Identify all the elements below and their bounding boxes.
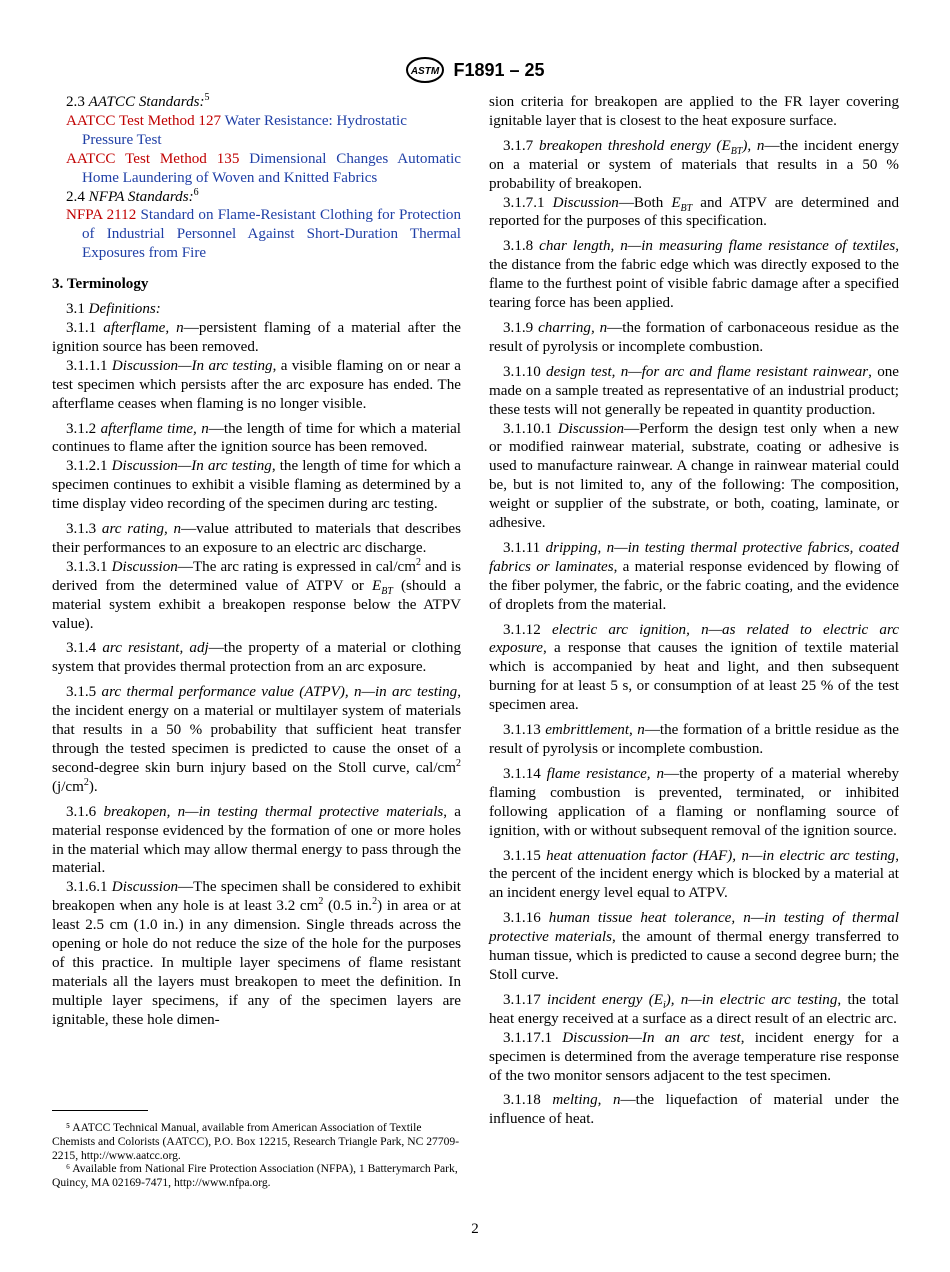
definition-text: —the incident energy on a material or system of materials that results in a 50 % probability of breakopen. [489, 137, 899, 192]
defined-term: dripping, n—in testing thermal protective fabrics, coated fabrics or laminates [489, 539, 899, 575]
paragraph-number: 3.1.9 [503, 319, 534, 336]
defined-term: char length, n—in measuring flame resistance of textiles [539, 238, 896, 255]
paragraph-number: 3.1.15 [503, 847, 541, 864]
definition-text: —the property of a material or clothing system that provides thermal protection from an arc exposure. [52, 640, 461, 676]
paragraph-number: 3.1.16 [503, 910, 541, 927]
superscript: 2 [318, 896, 324, 908]
defined-term: arc thermal performance value (ATPV), n—in arc testing [101, 684, 458, 701]
definition-text: —the length of time for which a material continues to flame after the ignition source has been removed. [52, 420, 461, 456]
reference-title-link[interactable]: Water Resistance: Hydrostatic Pressure Test [82, 112, 407, 148]
discussion-label: Discussion [111, 558, 178, 575]
discussion-text: (should a material system exhibit a breakopen response below the ATPV value). [52, 577, 461, 632]
paragraph-number: 3.1.14 [503, 765, 541, 782]
subscript: BT [730, 145, 743, 157]
defined-term: flame resistance, n [546, 765, 665, 782]
svg-text:ASTM: ASTM [411, 66, 440, 77]
symbol: E [371, 577, 382, 594]
defined-term: breakopen, n—in testing thermal protective materials [103, 803, 444, 820]
defined-term: ), n—in electric arc testing [665, 991, 838, 1008]
discussion-text: , a visible flaming on or near a test specimen which persists after the arc exposure has ended. The afterflame ceases when flaming is no longer visible. [52, 357, 461, 412]
defined-term: arc resistant, adj [102, 640, 209, 657]
reference-title-link[interactable]: Dimensional Changes Automatic Home Laundering of Woven and Knitted Fabrics [82, 150, 461, 186]
defined-term: heat attenuation factor (HAF), n—in electric arc testing [546, 847, 896, 864]
defined-term: electric arc ignition, n—as related to electric arc exposure [489, 621, 899, 657]
discussion-text: , the length of time for which a specimen continues to exhibit a visible flaming as determined by a time display video recording of the specimen during arc testing. [52, 458, 461, 513]
definition-text: —persistent flaming of a material after the ignition source has been removed. [52, 319, 461, 355]
definition-text: , one made on a sample treated as representative of an industrial product; these tests will not generally be repeated in quantity production. [489, 363, 900, 418]
paragraph-number: 3.1.13 [503, 722, 541, 739]
definition-text: , the incident energy on a material or multilayer system of materials that results in a 50 % probability that sufficient heat transfer through the tested specimen is predicted to cause the onset of a second-degree skin burn injury based on the Stoll curve, cal/cm [52, 684, 461, 776]
paragraph-number: 3.1.6.1 [66, 879, 108, 896]
definition-text: —the formation of carbonaceous residue as the result of pyrolysis or incomplete combustion. [489, 319, 900, 355]
definition-text: , the total heat energy received at a surface as a direct result of an electric arc. [489, 991, 899, 1027]
defined-term: design test, n—for arc and flame resistant rainwear [546, 363, 869, 380]
discussion-text: —The specimen shall be considered to exhibit breakopen when any hole is at least 3.2 cm [52, 879, 462, 915]
paragraph-number: 3.1.7 [503, 137, 534, 154]
discussion-text: and is derived from the determined value of ATPV or [52, 558, 461, 594]
defined-term: afterflame time, n [100, 420, 209, 437]
section-number: 2.4 [66, 188, 85, 205]
footnote-divider [52, 1110, 148, 1111]
reference-title-link[interactable]: Standard on Flame-Resistant Clothing for Protection of Industrial Personnel Against Short-Duration Thermal Exposures from Fire [82, 207, 462, 262]
defined-term: human tissue heat tolerance, n—in testing of thermal protective materials [489, 910, 899, 946]
page-number: 2 [471, 1221, 479, 1237]
paragraph-number: 3.1.5 [66, 684, 97, 701]
paragraph-number: 3.1.18 [503, 1092, 541, 1109]
discussion-label: Discussion [557, 420, 625, 437]
paragraph-number: 3.1 [66, 301, 85, 318]
definition-text: ). [88, 778, 98, 795]
paragraph-number: 3.1.7.1 [503, 194, 545, 211]
discussion-text: —Both [618, 194, 672, 211]
discussion-text: , incident energy for a specimen is determined from the average temperature rise response of the two monitor sensors adjacent to the test specimen. [489, 1029, 899, 1084]
defined-term: breakopen threshold energy ( [538, 137, 722, 154]
paragraph-number: 3.1.17 [503, 991, 541, 1008]
footnote-ref: 6 [193, 186, 199, 198]
defined-term: incident energy (E [547, 991, 663, 1008]
page-header [0, 56, 950, 84]
symbol: E [721, 137, 731, 154]
right-column [489, 93, 899, 1129]
symbol: E [671, 194, 681, 211]
paragraph-number: 3.1.8 [503, 238, 534, 255]
paragraph-number: 3.1.17.1 [503, 1029, 553, 1046]
defined-term: afterflame, n [103, 319, 184, 336]
paragraph-number: 3.1.1.1 [66, 357, 108, 374]
definition-text: —the property of a material whereby flaming combustion is prevented, terminated, or inhibited following application of a flaming or nonflaming source of ignition, with or without subsequent removal of the ignition source. [489, 765, 900, 839]
definition-text: , a material response evidenced by the formation of one or more holes in the material which may allow thermal energy to pass through the material. [52, 803, 461, 877]
paragraph-number: 3.1.2 [66, 420, 97, 437]
reference-link-aatcc-135[interactable]: AATCC Test Method 135 [66, 150, 240, 167]
discussion-text: and ATPV are determined and reported for the purposes of this specification. [489, 194, 899, 230]
subscript: i [662, 999, 666, 1011]
discussion-label: Discussion—In an arc test [562, 1029, 741, 1046]
footnote-6: ⁶ Available from National Fire Protection Association (NFPA), 1 Batterymarch Park, Quincy, MA 02169-7471, http://www.nfpa.org. [52, 1162, 458, 1189]
discussion-text: ) in area or at least 2.5 cm (1.0 in.) in any dimension. Single threads across the opening or hole do not reduce the size of the hole for the purposes of this practice. In multiple layer specimens of flame resistant materials all the layers must breakopen to meet the definition. In multiple layer specimens, if any of the specimen layers are ignitable, these hole dimen- [52, 898, 461, 1028]
section-number: 2.3 [66, 94, 85, 110]
superscript: 2 [372, 896, 378, 908]
paragraph-number: 3.1.3.1 [66, 558, 108, 575]
definition-text: , a response that causes the ignition of textile material which is accompanied by heat and light, and then subsequent burning for at least 5 s, or consumption of at least 25 % of the test specimen area. [489, 640, 899, 714]
paragraph-number: 3.1.1 [66, 319, 97, 336]
astm-logo [405, 56, 445, 84]
discussion-text: (0.5 in. [323, 898, 373, 915]
section-heading: 3. Terminology [52, 276, 149, 293]
paragraph-number: 3.1.10.1 [503, 420, 553, 437]
footnote-5: ⁵ AATCC Technical Manual, available from American Association of Textile Chemists and Colorists (AATCC), P.O. Box 12215, Research Triangle Park, NC 27709-2215, http://www.aatcc.org. [52, 1121, 460, 1162]
discussion-text: —Perform the design test only when a new or modified rainwear material, substrate, coating or adhesive is used to manufacture rainwear. A change in rainwear material could be, but is not limited to, any of the following: The composition, weight or supplier of the substrate, or both, coating, laminate, or adhesive. [489, 420, 899, 532]
subscript: BT [381, 585, 393, 597]
defined-term: embrittlement, n [545, 722, 645, 739]
reference-link-aatcc-127[interactable]: AATCC Test Method 127 [66, 112, 222, 129]
left-column [52, 93, 461, 1030]
superscript: 2 [83, 776, 89, 788]
definition-text: , the amount of thermal energy transferred to human tissue, which is predicted to cause a second degree burn; the Stoll curve. [489, 929, 899, 983]
paragraph-number: 3.1.6 [66, 803, 97, 820]
definition-text: , the distance from the fabric edge which was directly exposed to the flame to the furthest point of visible fabric damage after a specified tearing force has been applied. [489, 238, 899, 312]
paragraph-number: 3.1.11 [503, 539, 541, 556]
subscript: BT [680, 202, 693, 214]
standard-designation: F1891 – 25 [453, 59, 545, 80]
paragraph-number: 3.1.4 [66, 640, 97, 657]
paragraph-number: 3.1.2.1 [66, 458, 108, 475]
superscript: 2 [456, 757, 461, 769]
defined-term: arc rating, n [101, 521, 182, 538]
paragraph-number: 3.1.10 [503, 363, 541, 380]
section-title: NFPA Standards: [88, 188, 194, 205]
defined-term: charring, n [538, 319, 608, 336]
discussion-label: Discussion [111, 879, 179, 896]
continued-text: sion criteria for breakopen are applied to the FR layer covering ignitable layer that is closest to the heat exposure surface. [489, 94, 899, 129]
discussion-text: —The arc rating is expressed in cal/cm [177, 558, 416, 575]
superscript: 2 [415, 556, 421, 568]
definition-text: —the formation of a brittle residue as the result of pyrolysis or incomplete combustion. [489, 722, 900, 757]
definition-text: , the percent of the incident energy which is blocked by a material at an incident energy level equal to ATPV. [489, 847, 899, 902]
paragraph-number: 3.1.12 [503, 621, 541, 638]
discussion-label: Discussion—In arc testing [111, 458, 272, 475]
defined-term: ), n [742, 137, 765, 154]
definition-text: —value attributed to materials that describes their performances to an exposure to an electric arc discharge. [52, 521, 461, 556]
reference-link-nfpa-2112[interactable]: NFPA 2112 [66, 207, 137, 224]
footnote-ref: 5 [204, 91, 210, 103]
defined-term: melting, n [552, 1092, 621, 1109]
paragraph-number: 3.1.3 [66, 521, 97, 538]
discussion-label: Discussion—In arc testing [111, 357, 273, 374]
discussion-label: Discussion [552, 194, 619, 211]
section-title: AATCC Standards: [88, 94, 205, 110]
definition-text: , a material response evidenced by flowing of the fiber polymer, the fabric, or the fabric coating, and the evidence of droplets from the material. [489, 558, 900, 613]
paragraph-title: Definitions: [88, 301, 161, 318]
definition-text: —the liquefaction of material under the influence of heat. [489, 1092, 899, 1128]
definition-text: (j/cm [52, 778, 84, 795]
